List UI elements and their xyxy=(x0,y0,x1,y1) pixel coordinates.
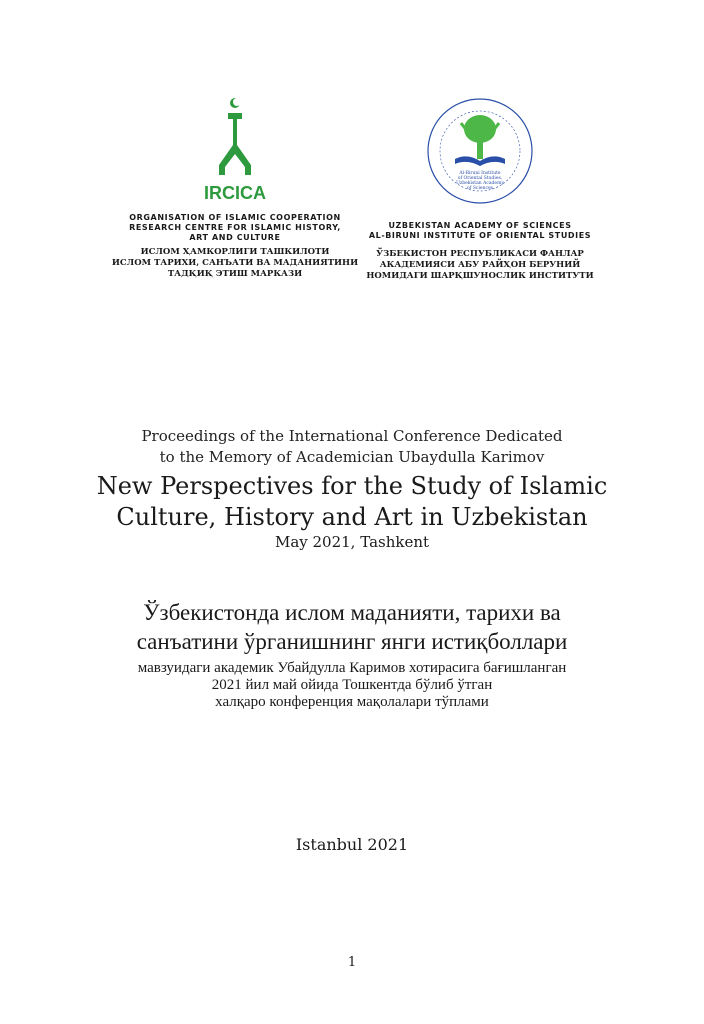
uzbek-subtitle: мавзуидаги академик Убайдулла Каримов хотирасига бағишланган 2021 йил май ойида Тошкентда бўлиб ўтган халқаро конференция мақолалари тўплами xyxy=(137,660,567,710)
biruni-org-cyrillic: ЎЗБЕКИСТОН РЕСПУБЛИКАСИ ФАНЛАР АКАДЕМИЯСИ АБУ РАЙҲОН БЕРУНИЙ НОМИДАГИ ШАРҚШУНОСЛИК ИНСТИТУТИ xyxy=(366,249,594,281)
ircica-org-cyrillic: ИСЛОМ ҲАМКОРЛИГИ ТАШКИЛОТИ ИСЛОМ ТАРИХИ, САНЪАТИ ВА МАДАНИЯТИНИ ТАДҚИҚ ЭТИШ МАРКАЗИ xyxy=(111,247,359,279)
biruni-emblem xyxy=(425,95,535,207)
ircica-logo-text: IRCICA xyxy=(204,183,266,203)
ircica-block xyxy=(110,95,360,280)
emblem-inner-line-2: of Oriental Studies, xyxy=(457,176,503,181)
conference-date: May 2021, Tashkent xyxy=(274,533,430,551)
page-number: 1 xyxy=(347,955,357,970)
english-title: New Perspectives for the Study of Islamic Culture, History and Art in Uzbekistan xyxy=(96,472,608,531)
uzbek-title: Ўзбекистонда ислом маданияти, тарихи ва санъатини ўрганишнинг янги истиқболлари xyxy=(136,600,568,654)
english-title-block xyxy=(0,426,704,552)
proceedings-subtitle: Proceedings of the International Conference Dedicated to the Memory of Academician Ubaydulla Karimov xyxy=(141,427,563,466)
ircica-org-en: ORGANISATION OF ISLAMIC COOPERATION RESEARCH CENTRE FOR ISLAMIC HISTORY, ART AND CULTURE xyxy=(129,213,341,242)
ircica-logo xyxy=(195,95,275,205)
uzbek-title-block xyxy=(0,598,704,711)
biruni-block xyxy=(365,95,595,282)
emblem-inner-line-4: of Sciences xyxy=(467,186,493,191)
publication-place-year: Istanbul 2021 xyxy=(295,835,409,854)
biruni-org-en: UZBEKISTAN ACADEMY OF SCIENCES AL-BIRUNI INSTITUTE OF ORIENTAL STUDIES xyxy=(368,221,592,240)
emblem-inner-line-1: Al-Biruni Institute xyxy=(459,171,501,176)
emblem-inner-line-3: Uzbekistan Academy xyxy=(456,181,504,186)
